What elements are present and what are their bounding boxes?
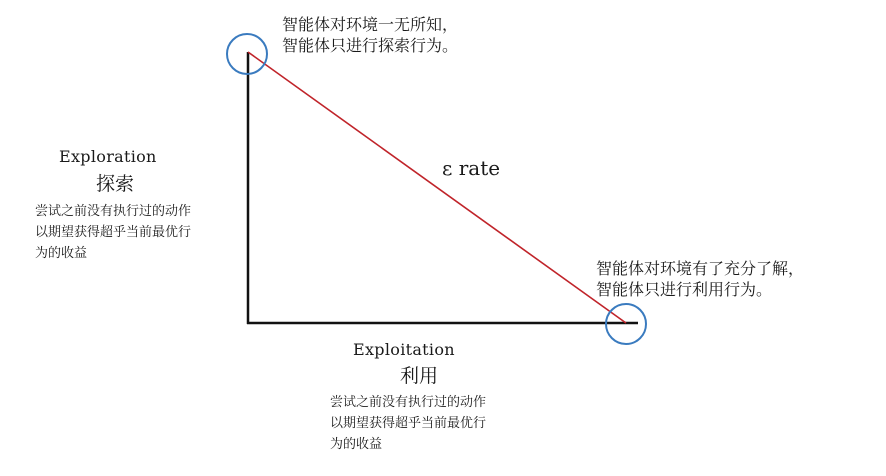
end-note-line-2: 智能体只进行利用行为。 <box>596 280 773 299</box>
epsilon-decay-line <box>248 52 626 323</box>
exploration-desc-line-3: 为的收益 <box>35 246 88 261</box>
exploitation-desc-line-2: 以期望获得超乎当前最优行 <box>330 416 487 431</box>
exploitation-desc-line-1: 尝试之前没有执行过的动作 <box>330 395 487 410</box>
start-note-line-1: 智能体对环境一无所知， <box>282 15 459 34</box>
exploitation-description <box>330 392 486 455</box>
end-note-line-1: 智能体对环境有了充分了解， <box>596 259 805 278</box>
exploration-description <box>35 201 191 264</box>
exploitation-label-en: Exploitation <box>353 340 455 359</box>
exploration-desc-line-2: 以期望获得超乎当前最优行 <box>35 225 192 240</box>
exploration-desc-line-1: 尝试之前没有执行过的动作 <box>35 204 192 219</box>
start-note <box>282 14 458 56</box>
exploration-label-zh: 探索 <box>96 173 135 195</box>
exploration-label-en: Exploration <box>59 147 157 166</box>
exploitation-desc-line-3: 为的收益 <box>330 437 383 452</box>
exploitation-label-zh: 利用 <box>400 365 439 387</box>
end-note <box>596 258 804 300</box>
epsilon-rate-label: ε rate <box>442 156 501 180</box>
start-note-line-2: 智能体只进行探索行为。 <box>282 36 459 55</box>
